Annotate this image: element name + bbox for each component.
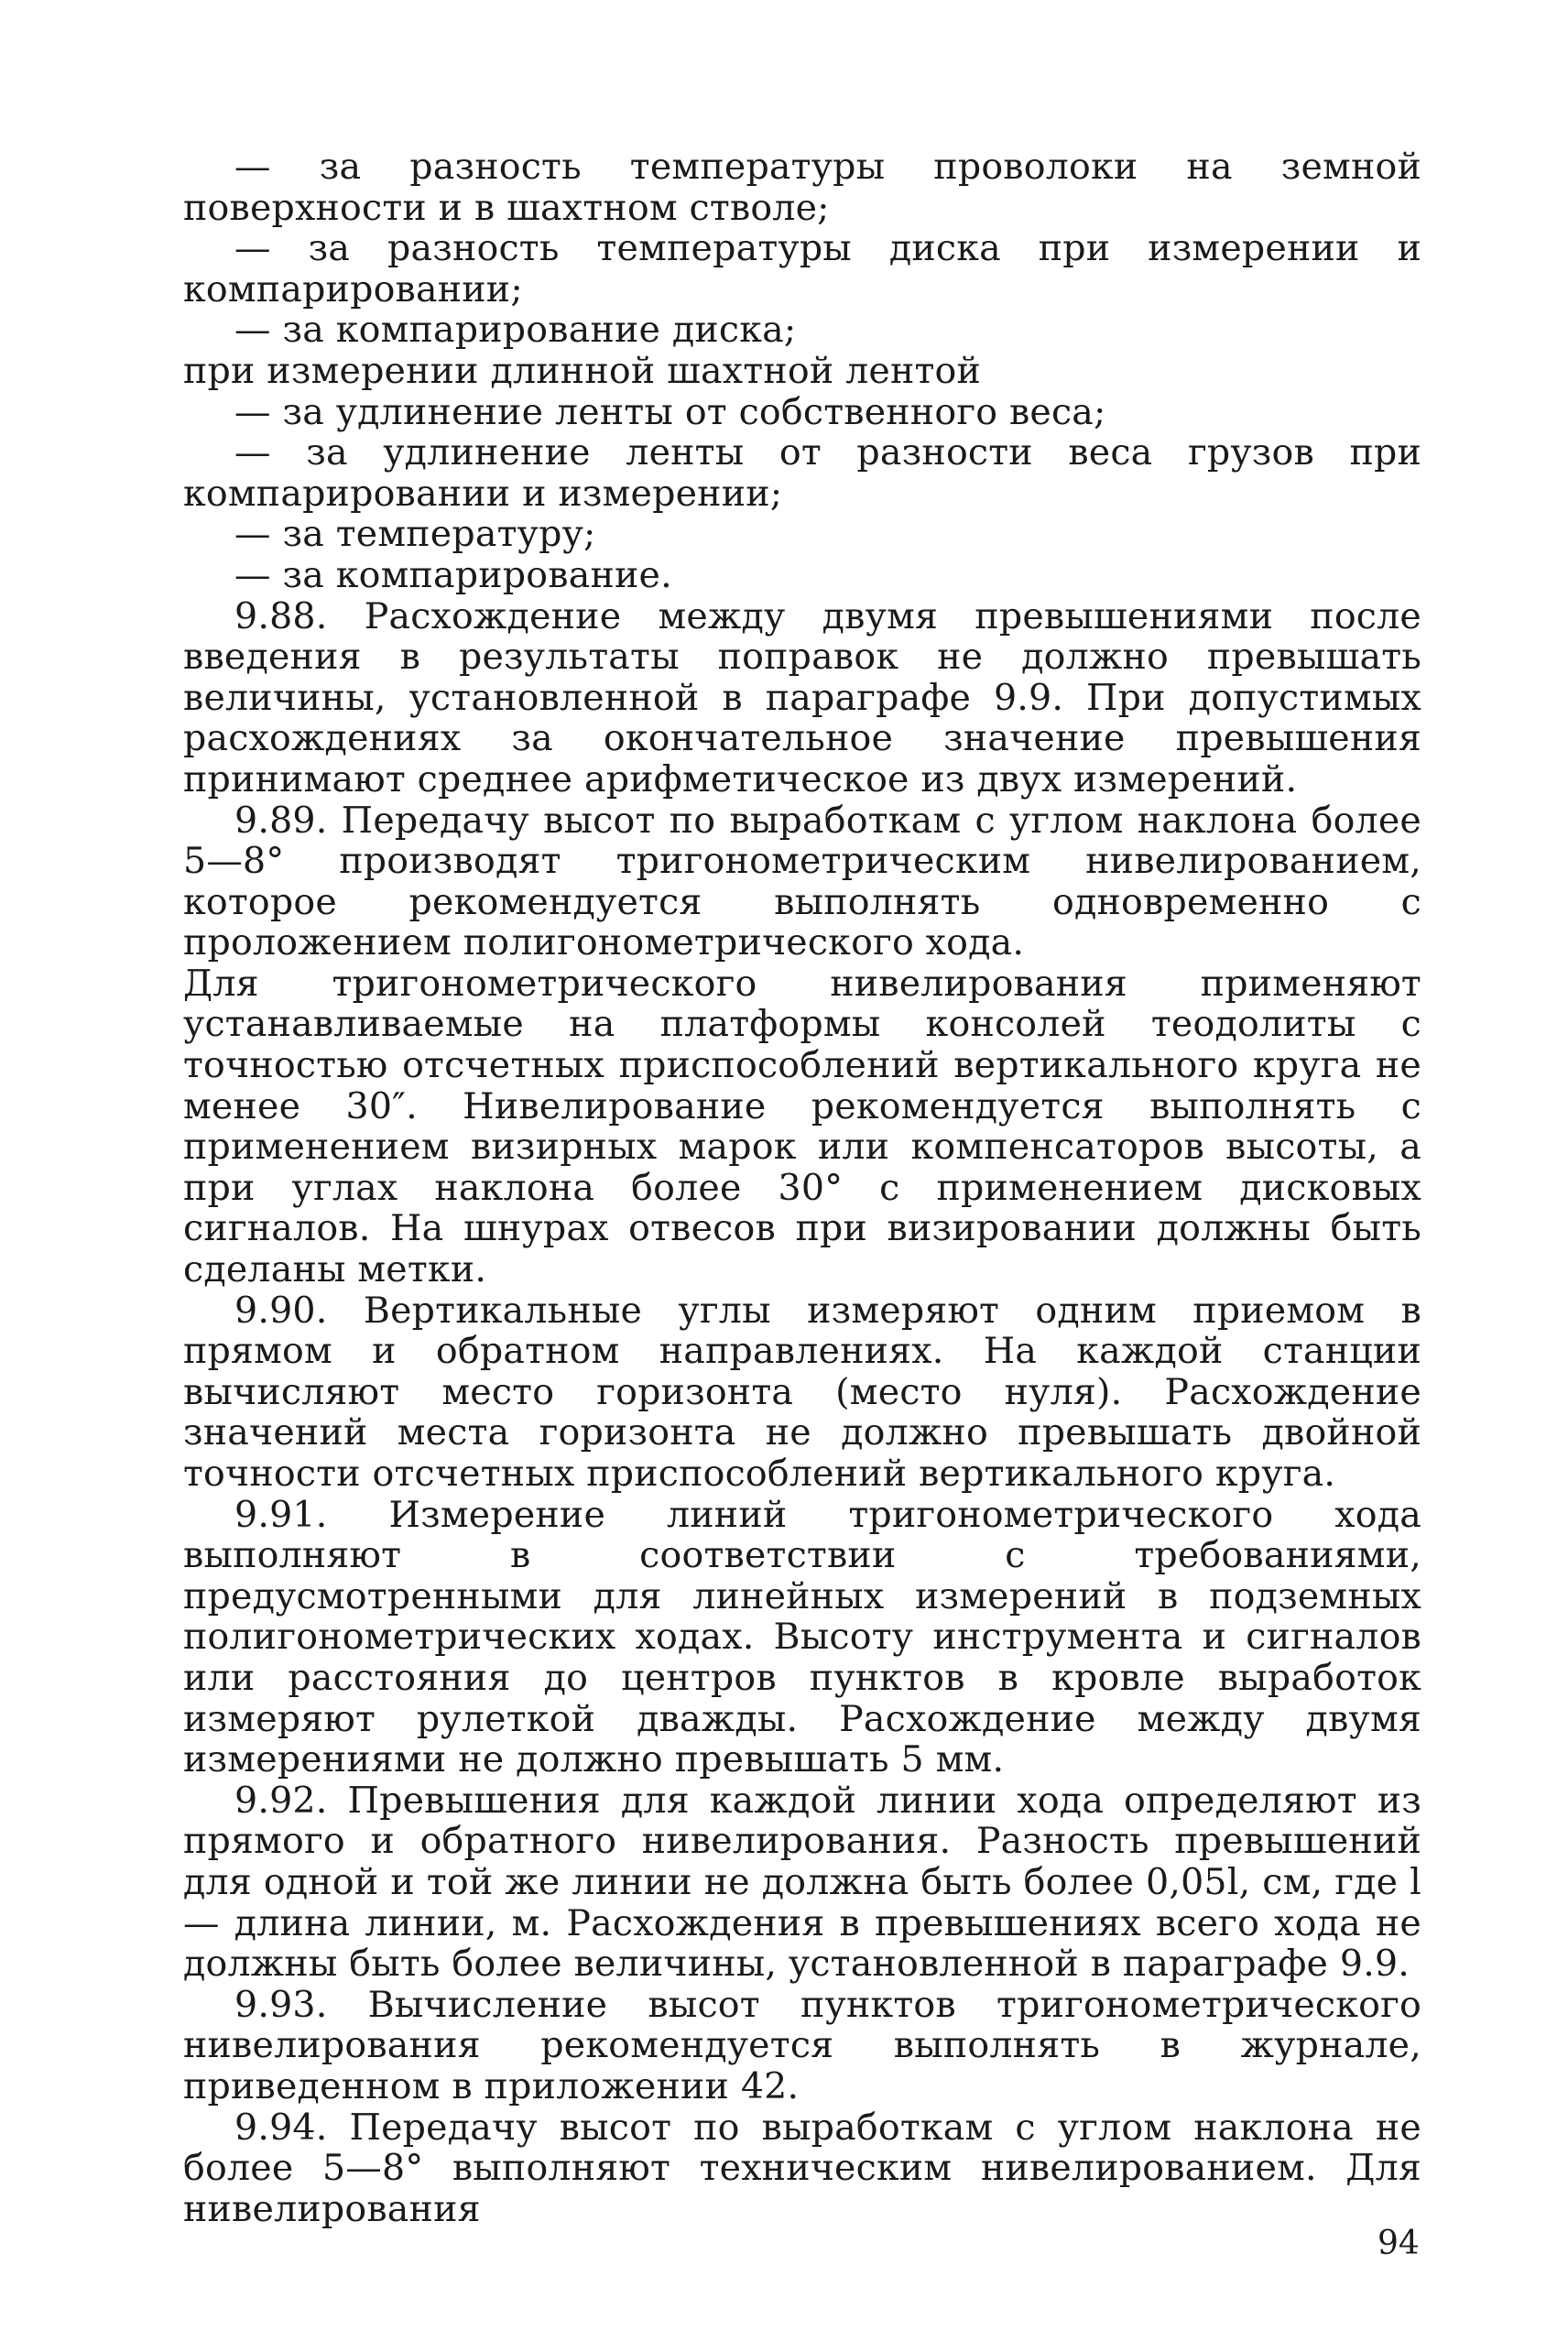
paragraph-disk-comparison: — за компарирование диска;	[234, 309, 797, 352]
paragraph-9-90: 9.90. Вертикальные углы измеряют одним приемом в прямом и обратном направлениях. На каждой станции вычисляют место горизонта (место нуля). Расхождение значений места горизонта не должно превышать двойной точности отсчетных приспособлений вертикального круга.	[183, 1289, 1421, 1495]
paragraph-9-89: 9.89. Передачу высот по выработкам с углом наклона более 5—8° производят тригонометрическим нивелированием, которое рекомендуется выполнять одновременно с проложением полигонометрического хода.	[183, 799, 1421, 964]
page-number: 94	[1377, 2225, 1420, 2262]
paragraph-9-88: 9.88. Расхождение между двумя превышениями после введения в результаты поправок не должно превышать величины, установленной в параграфе 9.9. При допустимых расхождениях за окончательное значение превышения принимают среднее арифметическое из двух измерений.	[183, 594, 1421, 800]
paragraph-disk-temperature: — за разность температуры диска при измерении и компарировании;	[183, 227, 1421, 310]
paragraph-9-91: 9.91. Измерение линий тригонометрического хода выполняют в соответствии с требованиями, предусмотренными для линейных измерений в подземных полигонометрических ходах. Высоту инструмента и сигналов или расстояния до центров пунктов в кровле выработок измеряют рулеткой дважды. Расхождение между двумя измерениями не должно превышать 5 мм.	[183, 1493, 1421, 1781]
paragraph-wire-temperature: — за разность температуры проволоки на земной поверхности и в шахтном стволе;	[183, 146, 1421, 229]
paragraph-tape-weight-difference: — за удлинение ленты от разности веса грузов при компарировании и измерении;	[183, 431, 1421, 515]
paragraph-9-93: 9.93. Вычисление высот пунктов тригонометрического нивелирования рекомендуется выполнять в журнале, приведенном в приложении 42.	[183, 1983, 1421, 2107]
paragraph-temperature: — за температуру;	[234, 513, 596, 556]
page-body	[183, 147, 1421, 2229]
paragraph-comparison: — за компарирование.	[234, 553, 672, 596]
paragraph-tape-own-weight: — за удлинение ленты от собственного веса;	[234, 390, 1106, 433]
paragraph-tape-heading: при измерении длинной шахтной лентой	[183, 349, 982, 392]
paragraph-9-92: 9.92. Превышения для каждой линии хода определяют из прямого и обратного нивелирования. Разность превышений для одной и той же линии не должна быть более 0,05l, см, где l — длина линии, м. Расхождения в превышениях всего хода не должны быть более величины, установленной в параграфе 9.9.	[183, 1779, 1421, 1986]
paragraph-trig-leveling: Для тригонометрического нивелирования применяют устанавливаемые на платформы консолей теодолиты с точностью отсчетных приспособлений вертикального круга не менее 30″. Нивелирование рекомендуется выполнять с применением визирных марок или компенсаторов высоты, а при углах наклона более 30° с применением дисковых сигналов. На шнурах отвесов при визировании должны быть сделаны метки.	[183, 962, 1421, 1291]
paragraph-9-94: 9.94. Передачу высот по выработкам с углом наклона не более 5—8° выполняют техническим нивелированием. Для нивелирования	[183, 2106, 1421, 2230]
